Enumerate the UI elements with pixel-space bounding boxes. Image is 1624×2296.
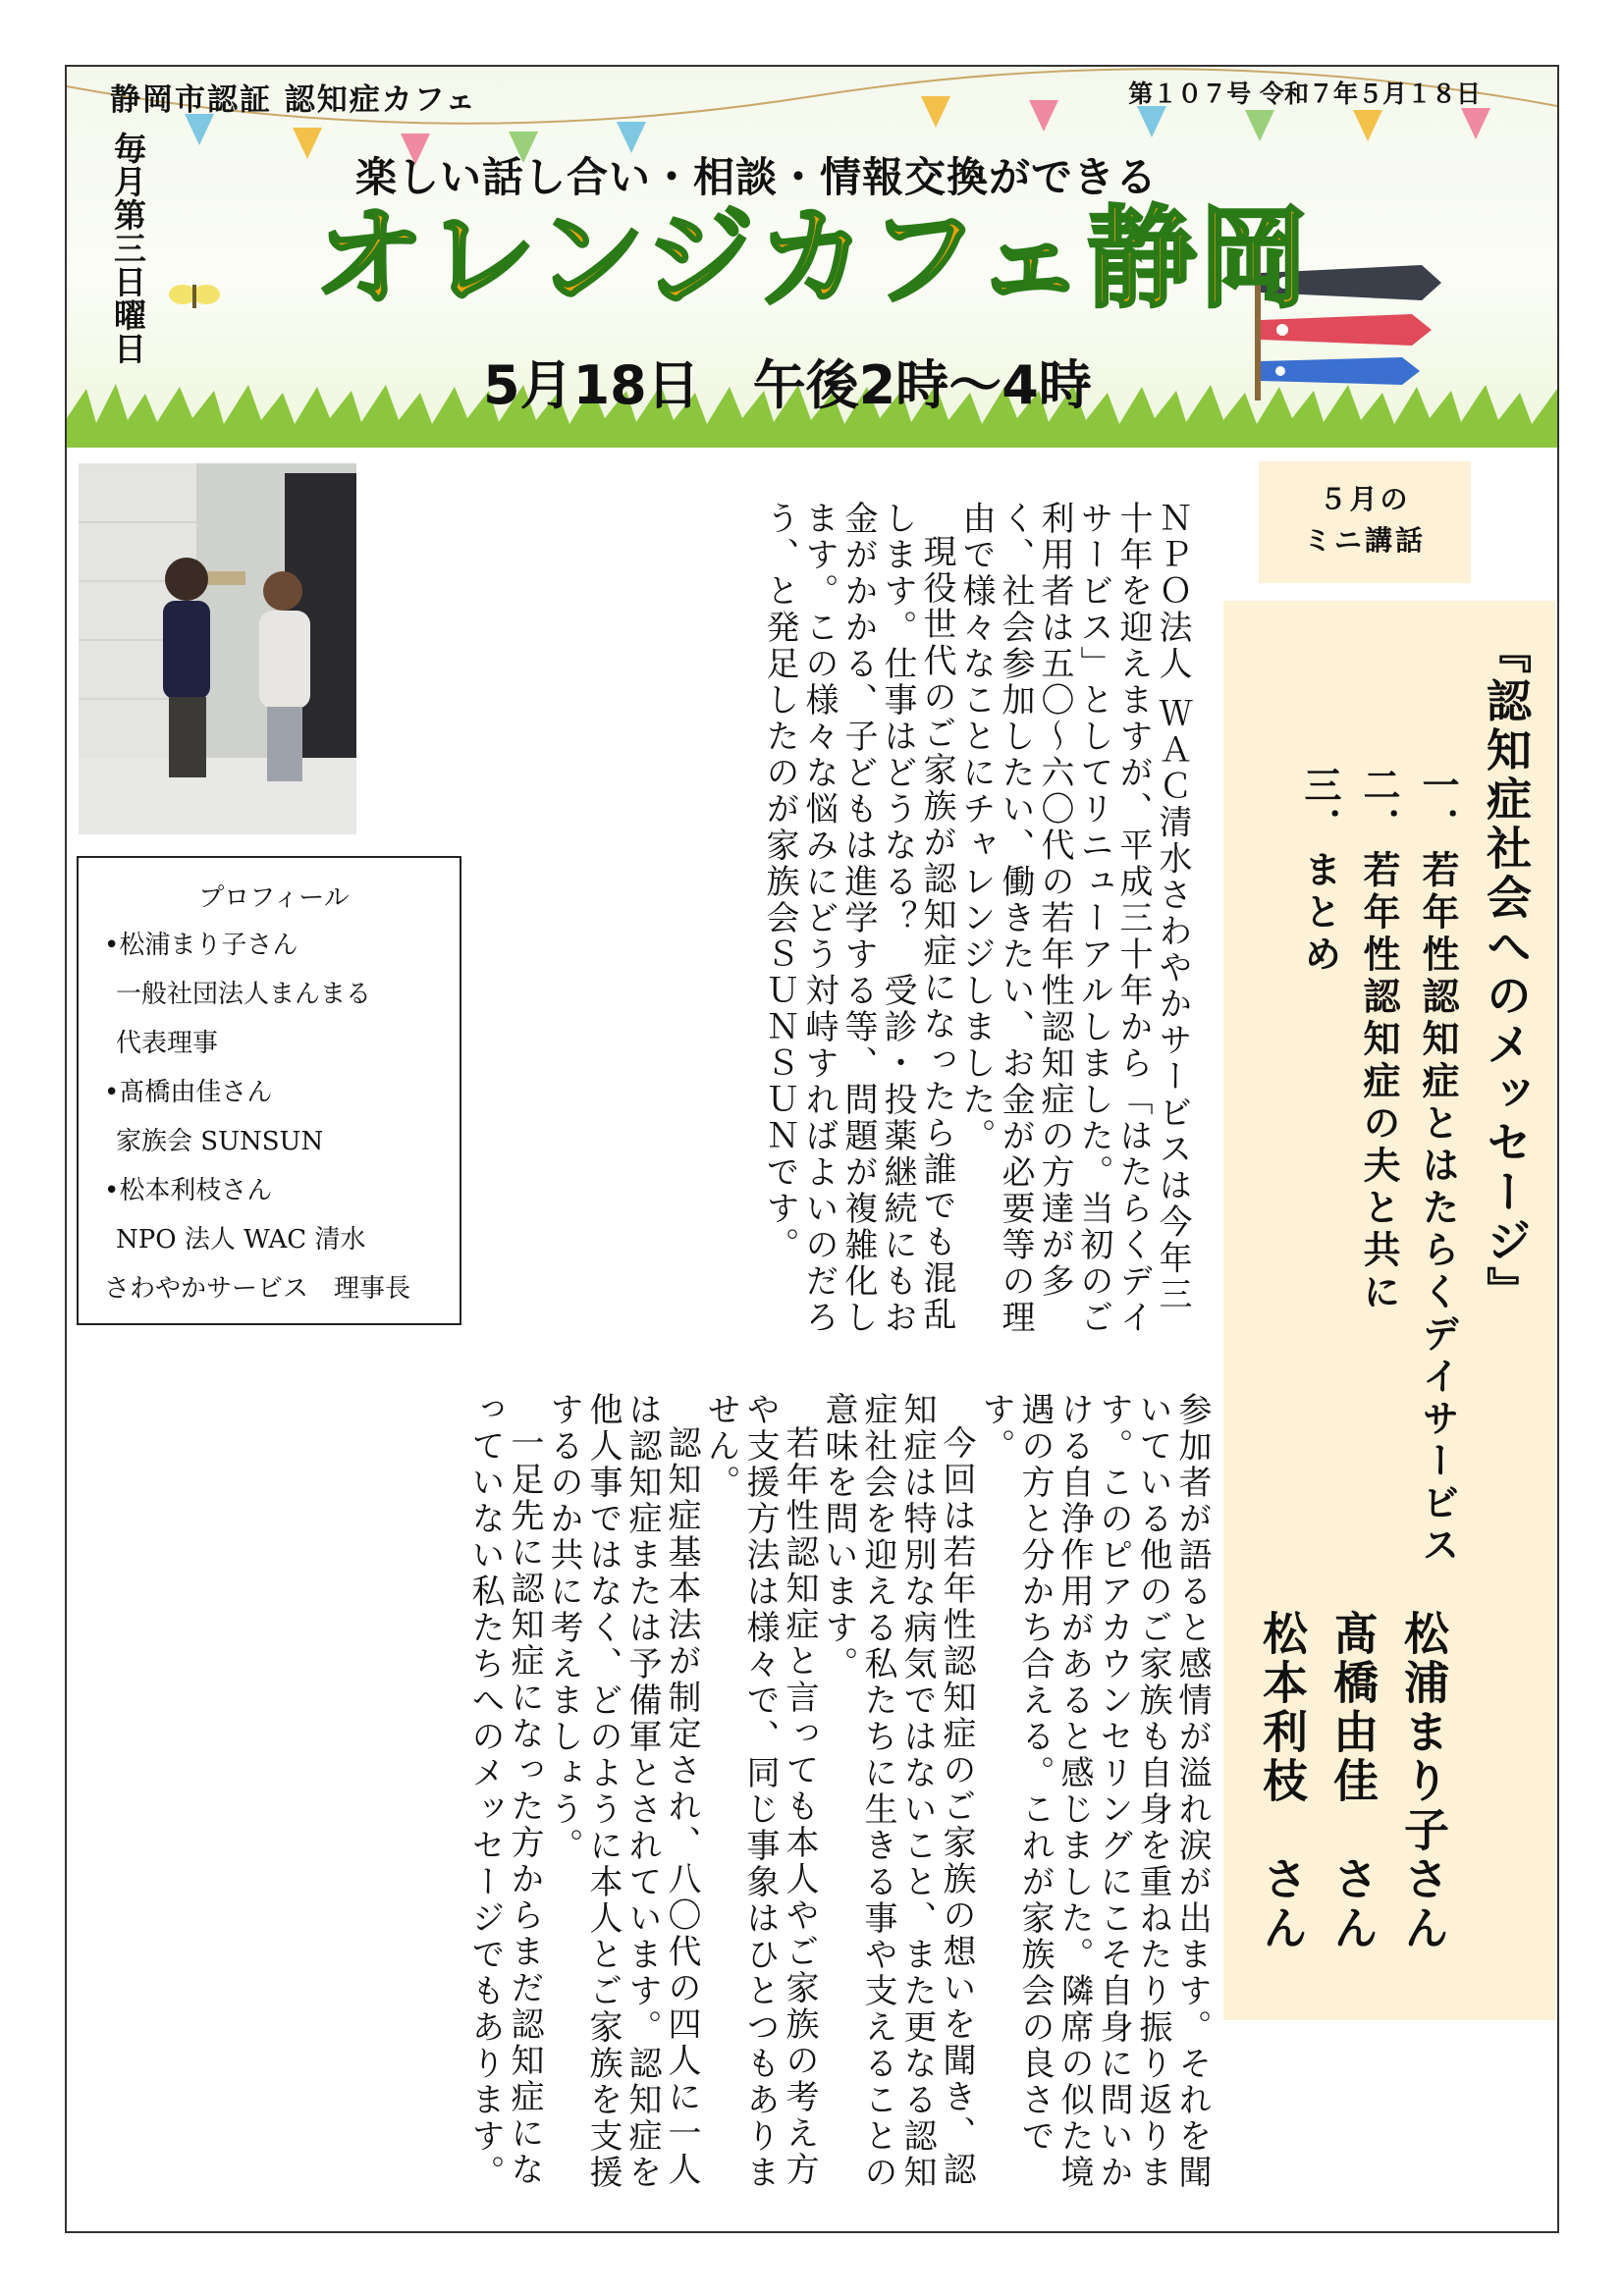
article-paragraph: 今回は若年性認知症のご家族の想いを聞き、認知症は特別な病気ではないこと、また更なる認知症社会を迎える私たちに生きる事や支えることの意味を問います。 [819,1392,976,2191]
article-paragraph: 認知症基本法が制定され、八〇代の四人に一人は認知症または予備軍とされています。認知症を他人事ではなく、どのように本人とご家族を支援するのか共に考えましょう。 [544,1392,701,2191]
article-upper [760,501,1192,1345]
speaker-name: 松浦まり子さん [1397,1610,1450,1953]
butterfly-icon [165,277,224,316]
profile-line: さわやかサービス 理事長 [104,1274,411,1304]
lecture-items [1290,766,1467,1568]
subtitle: 楽しい話し合い・相談・情報交換ができる [355,153,1159,201]
speaker-names [1247,1610,1459,1953]
article-paragraph: 参加者が語ると感情が溢れ涙が出ます。それを聞いている他のご家族も自身を重ねたり振り返ります。このピアカウンセリングにこそ自身に問いかける自浄作用があると感じました。隣席の似た境遇の方と分かち合える。これが家族会の良さです。 [976,1392,1212,2191]
issue-number: 第１０７号 令和７年５月１８日 [1128,80,1481,108]
mini-lecture-label-line: ５月の [1319,483,1411,515]
event-datetime: 5月18日 午後2時～4時 [483,354,1092,416]
article-paragraph: 一足先に認知症になった方からまだ認知症になっていない私たちへのメッセージでもあります。 [465,1392,544,2191]
profile-line: •松浦まり子さん [104,931,298,960]
lecture-title: 『認知症社会へのメッセージ』 [1480,628,1533,1315]
schedule-vertical: 毎月第三日曜日 [109,132,147,365]
profile-box [77,856,461,1325]
mini-lecture-label [1259,461,1471,583]
article-paragraph: ＮＰＯ法人 ＷＡＣ清水さわやかサービスは今年三十年を迎えますが、平成三十年から「はたらくデイサービス」としてリニューアルしました。当初のご利用者は五〇～六〇代の若年性認知症の方達が多く、社会参加したい、働きたい、お金が必要等の理由で様々なことにチャレンジしました。 [956,501,1192,1336]
photo-illustration [79,463,356,834]
profile-line: 代表理事 [116,1029,219,1058]
lecture-item: 二．若年性認知症の夫と共に [1357,766,1400,1314]
profile-title: プロフィール [198,883,350,913]
speaker-name: 松本利枝 さん [1256,1610,1309,1953]
speaker-name: 髙橋由佳 さん [1326,1610,1380,1953]
article-paragraph: 若年性認知症と言っても本人やご家族の考え方や支援方法は様々で、同じ事象はひとつもありません。 [701,1392,819,2191]
page-title: オレンジカフェ静岡 [314,195,1311,323]
profile-line: •松本利枝さん [104,1176,273,1205]
profile-line: •髙橋由佳さん [104,1078,273,1107]
lecture-item: 三．まとめ [1298,766,1341,977]
profile-line: NPO 法人 WAC 清水 [116,1225,366,1255]
article-lower [112,1392,1212,2197]
article-paragraph: 現役世代のご家族が認知症になったら誰でも混乱します。仕事はどうなる？ 受診・投薬継続にもお金がかかる、子どもは進学する等、問題が複雑化します。この様々な悩みにどう対峙すればよいのだろう、と発足したのが家族会ＳＵＮＳＵＮです。 [760,501,956,1336]
lecture-item: 一．若年性認知症とはたらくデイサービス [1416,766,1459,1568]
mini-lecture-label-line: ミニ講話 [1303,524,1426,557]
header-banner [67,67,1557,448]
cert-label: 静岡市認証 認知症カフェ [110,82,478,118]
speakers-photo [79,463,356,834]
profile-line: 一般社団法人まんまる [116,980,372,1009]
profile-line: 家族会 SUNSUN [116,1127,324,1156]
